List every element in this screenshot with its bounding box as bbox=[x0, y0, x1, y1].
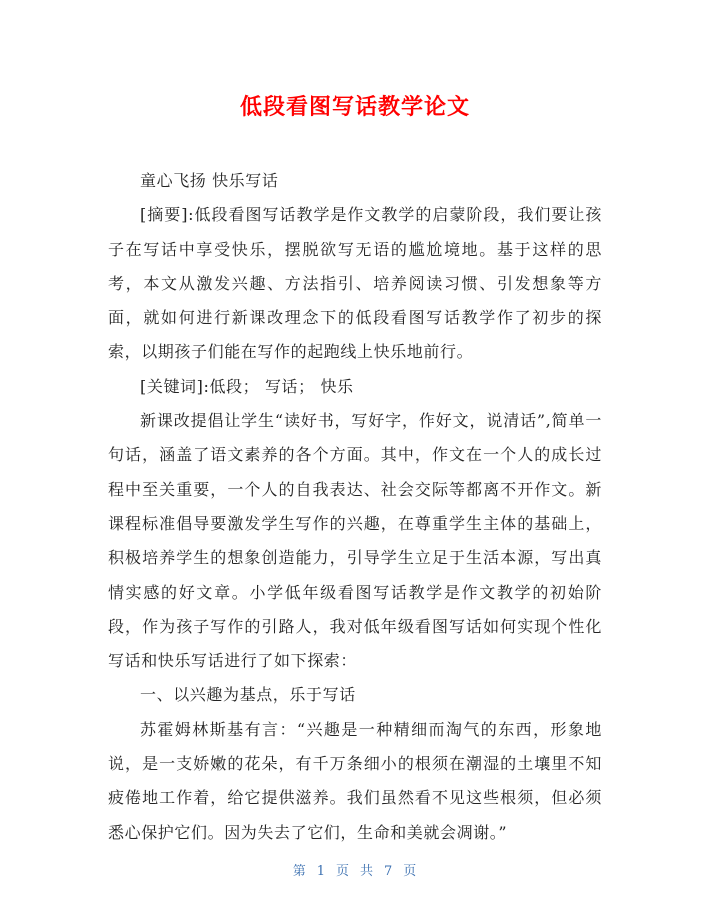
footer-total-unit: 页 bbox=[403, 864, 418, 879]
intro-paragraph: 新课改提倡让学生“读好书，写好字，作好文，说清话”,简单一句话，涵盖了语文素养的各个方面。其中，作文在一个人的成长过程中至关重要，一个人的自我表达、社会交际等都离不开作文。新课程标准倡导要激发学生写作的兴趣，在尊重学生主体的基础上，积极培养学生的想象创造能力，引导学生立足于生活本源，写出真情实感的好文章。小学低年级看图写话教学是作文教学的初始阶段，作为孩子写作的引路人，我对低年级看图写话如何实现个性化写话和快乐写话进行了如下探索： bbox=[108, 411, 602, 671]
quote-paragraph: 苏霍姆林斯基有言：“兴趣是一种精细而淘气的东西，形象地说，是一支娇嫩的花朵，有千万条细小的根须在潮湿的土壤里不知疲倦地工作着，给它提供滋养。我们虽然看不见这些根须，但必须悉心保护它们。因为失去了它们，生命和美就会凋谢。” bbox=[108, 719, 602, 842]
page-footer bbox=[0, 860, 710, 879]
document-body bbox=[108, 164, 602, 850]
document-title: 低段看图写话教学论文 bbox=[239, 95, 470, 120]
footer-page-unit: 页 bbox=[335, 864, 350, 879]
footer-total-pages: 7 bbox=[384, 864, 394, 879]
section-heading: 一、以兴趣为基点，乐于写话 bbox=[140, 685, 356, 705]
footer-total-prefix: 共 bbox=[360, 864, 375, 879]
subtitle-paragraph: 童心飞扬 快乐写话 bbox=[140, 171, 279, 190]
keywords-paragraph: [关键词]:低段； 写话； 快乐 bbox=[140, 376, 354, 396]
footer-prefix: 第 bbox=[292, 864, 307, 879]
abstract-paragraph: [摘要]:低段看图写话教学是作文教学的启蒙阶段，我们要让孩子在写话中享受快乐，摆脱欲写无语的尴尬境地。基于这样的思考，本文从激发兴趣、方法指引、培养阅读习惯、引发想象等方面，就如何进行新课改理念下的低段看图写话教学作了初步的探索，以期孩子们能在写作的起跑线上快乐地前行。 bbox=[108, 205, 602, 362]
footer-current-page: 1 bbox=[316, 864, 326, 879]
